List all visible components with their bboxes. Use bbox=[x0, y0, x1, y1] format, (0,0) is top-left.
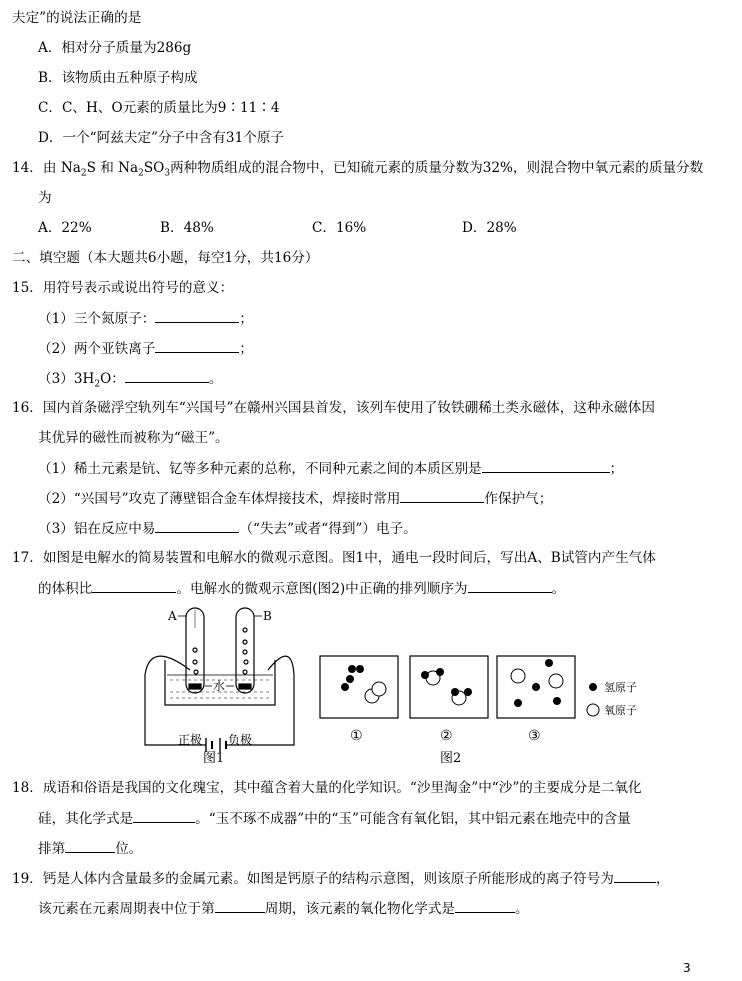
micro-box-1 bbox=[320, 656, 398, 718]
q19-line-1: 19．钙是人体内含量最多的金属元素。如图是钙原子的结构示意图，则该原子所能形成的离子符号为 ， bbox=[12, 868, 669, 889]
answer-blank[interactable] bbox=[155, 518, 239, 533]
q13-option-b: B．该物质由五种原子构成 bbox=[38, 70, 198, 86]
answer-blank[interactable] bbox=[455, 898, 515, 913]
q16-item-1: （1）稀土元素是钪、钇等多种元素的总称，不同种元素之间的本质区别是 ； bbox=[38, 458, 623, 479]
oxygen-legend-icon bbox=[587, 704, 599, 716]
q15-item-1: （1）三个氮原子： ； bbox=[38, 308, 253, 329]
section-title: 二、填空题（本大题共6小题，每空1分，共16分） bbox=[12, 250, 319, 266]
q14-stem: 14．由 $Na_2S$ 和 $Na_2SO_3$两种物质组成的混合物中，已知硫元素的质量分数为32%，则混合物中氧元素的质量分数 bbox=[12, 160, 704, 179]
q15-stem: 15．用符号表示或说出符号的意义： bbox=[12, 280, 234, 296]
figure-2-caption: 图2 bbox=[440, 751, 462, 765]
q16-stem-2: 其优异的磁性而被称为“磁王”。 bbox=[38, 430, 229, 446]
answer-blank[interactable] bbox=[400, 488, 484, 503]
q19-line-2: 该元素在元素周期表中位于第 周期，该元素的氧化物化学式是 。 bbox=[38, 898, 529, 919]
answer-blank[interactable] bbox=[614, 868, 656, 883]
answer-blank[interactable] bbox=[65, 838, 115, 853]
q14-stem-tail: 为 bbox=[38, 190, 52, 206]
q13-stem-tail: 夫定”的说法正确的是 bbox=[12, 10, 142, 26]
box-label-1: ① bbox=[350, 728, 363, 744]
tube-a-label: A bbox=[168, 609, 177, 623]
q14-option-d: D．28% bbox=[462, 220, 517, 236]
q15-item-2: （2）两个亚铁离子 ； bbox=[38, 338, 253, 359]
q17-line-2: 的体积比 。电解水的微观示意图(图2)中正确的排列顺序为 。 bbox=[38, 578, 565, 599]
q17-line-1: 17．如图是电解水的简易装置和电解水的微观示意图。图1中，通电一段时间后，写出A、B试管内产生气体 bbox=[12, 550, 656, 566]
q16-item-3: （3）铝在反应中易 （“失去”或者“得到”）电子。 bbox=[38, 518, 417, 539]
q13-option-c: C．C、H、O元素的质量比为9∶11∶4 bbox=[38, 100, 280, 116]
answer-blank[interactable] bbox=[468, 578, 552, 593]
answer-blank[interactable] bbox=[215, 898, 265, 913]
q14-option-c: C．16% bbox=[312, 220, 367, 236]
q16-item-2: （2）“兴国号”攻克了薄壁铝合金车体焊接技术，焊接时常用 作保护气； bbox=[38, 488, 552, 509]
electrolysis-figure bbox=[0, 600, 742, 765]
micro-box-3 bbox=[497, 656, 575, 718]
answer-blank[interactable] bbox=[92, 578, 176, 593]
water-label: 水 bbox=[213, 679, 226, 693]
q13-option-d: D．一个“阿兹夫定”分子中含有31个原子 bbox=[38, 130, 285, 146]
q18-line-1: 18．成语和俗语是我国的文化瑰宝，其中蕴含着大量的化学知识。“沙里淘金”中“沙”的主要成分是二氧化 bbox=[12, 780, 642, 796]
answer-blank[interactable] bbox=[133, 808, 195, 823]
legend-hydrogen: 氢原子 bbox=[604, 681, 637, 694]
q13-option-a: A．相对分子质量为286g bbox=[38, 40, 192, 56]
answer-blank[interactable] bbox=[482, 458, 610, 473]
q15-item-3: $(3)3H_2O$： 。 bbox=[38, 368, 222, 389]
q18-line-2: 硅，其化学式是 。“玉不琢不成器”中的“玉”可能含有氧化铝，其中铝元素在地壳中的含量 bbox=[38, 808, 631, 829]
q16-stem-1: 16．国内首条磁浮空轨列车“兴国号”在赣州兴国县首发，该列车使用了钕铁硼稀土类永磁体，这种永磁体因 bbox=[12, 400, 655, 416]
figure-1-caption: 图1 bbox=[203, 751, 225, 765]
box-label-3: ③ bbox=[528, 728, 541, 744]
answer-blank[interactable] bbox=[155, 338, 239, 353]
micro-box-2 bbox=[410, 656, 488, 718]
box-label-2: ② bbox=[440, 728, 453, 744]
negative-label: 负极 bbox=[228, 733, 253, 747]
tube-b-label: B bbox=[263, 609, 272, 623]
q18-line-3: 排第 位。 bbox=[38, 838, 142, 859]
q14-option-b: B．48% bbox=[160, 220, 214, 236]
q14-option-a: A．22% bbox=[38, 220, 92, 236]
answer-blank[interactable] bbox=[125, 368, 209, 383]
positive-label: 正极 bbox=[178, 733, 203, 747]
page-number: 3 bbox=[683, 961, 691, 975]
hydrogen-legend-icon bbox=[589, 683, 597, 691]
q14-options bbox=[0, 218, 742, 238]
legend-oxygen: 氧原子 bbox=[604, 704, 637, 717]
answer-blank[interactable] bbox=[155, 308, 239, 323]
